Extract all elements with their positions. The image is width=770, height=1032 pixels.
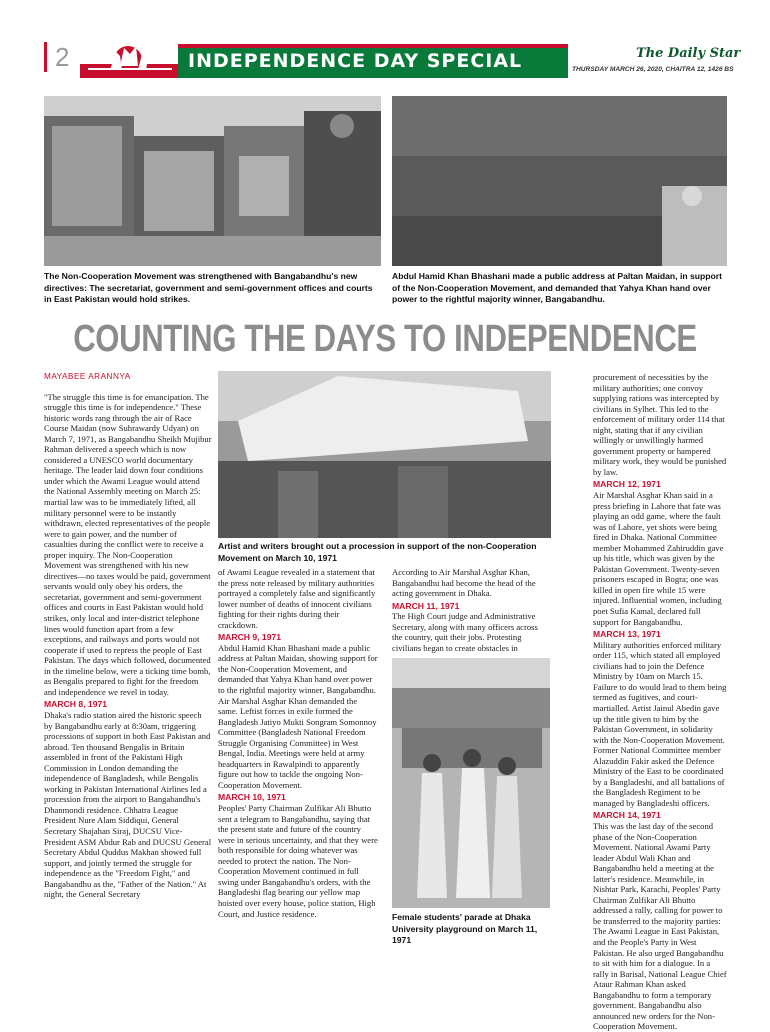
dateline: THURSDAY MARCH 26, 2020, CHAITRA 12, 1426 BS [572,66,734,73]
march-14-text: This was the last day of the second phase of the Non-Cooperation Movement. National Awami Party leader Abdul Wali Khan and Bangabandhu held a meeting at the latter's residence. Meanwhile, in Nishtar Park, Karachi, Peoples' Party Chairman Zulfikar Ali Bhutto addressed a rally, calling for power to be transferred to the majority parties: The Awami League in East Pakistan, and the People's Party in West Pakistan. He also urged Bangabandhu to sit with him for a dialogue. In a rally in Barisal, National League Chief Ataur Rahman Khan asked Bangabandhu to form a temporary government. Bangabandhu also announced new orders for the Non-Cooperation Movement. [593,820,727,1032]
intro-text: "The struggle this time is for emancipation. The struggle this time is for independence." These historic words rang through the air of Race Course Maidan (now Suhrawardy Udyan) on March 7, 1971, as Bangabandhu Sheikh Mujibur Rahman delivered a speech which is now considered a UNESCO world documentary heritage. The leader laid down four conditions under which the Awami League would attend the National Assembly meeting on March 25: martial law was to be immediately lifted, all military personnel were to be instantly withdrawn, elected representatives of the people were to gain power, and the number of casualties during the conflict were to receive a proper inquiry. The Non-Cooperation Movement was strengthened with his new directives—no taxes would be paid, government servants would only obey his orders, the secretariat, government and semi-government offices and courts in East Pakistan would hold strikes, only local and inter-district telephone lines would function apart from a few exceptions, and railways and ports would not cooperate if used to repress the people of East Pakistan. The days which followed, documented in the timeline below, were a ticking time bomb, as Bengalis prepared to fight for the freedom and independence we revel in today. [44,391,212,697]
date-heading-march-14: MARCH 14, 1971 [593,810,661,821]
article-headline: COUNTING THE DAYS TO INDEPENDENCE [73,318,697,360]
caption-bottom: Female students' parade at Dhaka University playground on March 11, 1971 [392,912,538,945]
column-3 [392,567,550,657]
photo-artists-procession [218,371,551,538]
section-title: INDEPENDENCE DAY SPECIAL [188,50,523,72]
independence-logo [80,40,180,78]
masthead-logo: The Daily Star [636,46,741,61]
date-heading-march-11: MARCH 11, 1971 [392,600,460,611]
photo-female-students-parade [392,658,550,908]
march-10-text: Peoples' Party Chairman Zulfikar Ali Bhutto sent a telegram to Bangabandhu, saying that the present state and future of the country were in serious uncertainty, and that they were both responsible for doing whatever was needed to protect the nation. The Non-Cooperation Movement continued in full swing under Bangabandhu's orders, with the Bangladeshi flag bearing our yellow map hoisted over every house, police station, High Court, and Justice residence. [218,803,378,919]
caption-middle: Artist and writers brought out a procession in support of the non-Cooperation Movement on March 10, 1971 [218,541,537,563]
date-heading-march-13: MARCH 13, 1971 [593,629,661,640]
caption-top-right: Abdul Hamid Khan Bhashani made a public address at Paltan Maidan, in support of the Non-Cooperation Movement, and demanded that Yahya Khan hand over power to the rightful majority winner, Bangabandhu. [392,271,722,304]
photo-high-court-buildings [44,96,381,266]
date-heading-march-10: MARCH 10, 1971 [218,792,286,803]
photo-paltan-maidan-crowd [392,96,727,266]
date-heading-march-8: MARCH 8, 1971 [44,699,108,710]
section-banner [178,48,568,78]
column-4 [593,372,727,1032]
column-1 [44,372,212,946]
march-12-text: Air Marshal Asghar Khan said in a press briefing in Lahore that fate was playing an odd game, where the fault was of Lahore, yet shots were being fired in Dhaka. National Committee member Mohammed Zahiruddin gave up his title, which was given by the Pakistan Government. Twenty-seven prisoners escaped in Bogra; one was killed in open fire while 15 were injured. Influential women, including poet Sufia Kamal, declared full support for Bangabandhu. [593,490,724,627]
march-9-text: Abdul Hamid Khan Bhashani made a public address at Paltan Maidan, showing support for the Non-Cooperation Movement, and demanded that Yahya Khan hand over power to the rightful majority winner, Bangabandhu. Air Marshal Asghar Khan demanded the same. Leftist forces in exile formed the Bangladesh Jatiyo Mukti Songram Somonnoy Committee (Bangladesh National Freedom Struggle Organising Committee) in West Bengal, India. Meetings were held at army headquarters in Rawalpindi to apparently figure out how to tackle the ongoing Non-Cooperation Movement. [218,642,378,790]
column-3-continuation: According to Air Marshal Asghar Khan, Bangabandhu had become the head of the acting government in Dhaka. [392,567,536,599]
march-13-text: Military authorities enforced military order 115, which stated all employed civilians had to join the Defence Ministry by 10am on March 15. Failure to do would lead to them being termed as fugitives, and court-martialled. Artist Jainul Abedin gave up the title given to him by the Pakistan Government, in solidarity with the Non-Cooperation Movement. Former National Committee member Alazuddin Fakir asked the Defence Ministry of the East to be coordinated by a Bangladeshi, and all battalions of the Bangladesh Regiment to be managed by Bangladeshi officers. [593,639,727,808]
column-2 [218,567,378,947]
column-4-continuation: procurement of necessities by the military authorities; one convoy supplying rations was intercepted by civilians in Sylhet. This led to the enforcement of military order 114 that night, stating that if any civilian willingly or unwillingly harmed government property or hampered military work, they would be punished by law. [593,372,727,477]
caption-top-left: The Non-Cooperation Movement was strengthened with Bangabandhu's new directives: The secretariat, government and semi-government offices and courts in East Pakistan would hold strikes. [44,271,373,304]
march-11-text: The High Court judge and Administrative Secretary, along with many officers across the country, quit their jobs. Protesting civilians began to create obstacles in [392,611,538,653]
byline: MAYABEE ARANNYA [44,372,131,381]
date-heading-march-9: MARCH 9, 1971 [218,632,282,643]
date-heading-march-12: MARCH 12, 1971 [593,479,661,490]
march-8-text: Dhaka's radio station aired the historic speech by Bangabandhu early at 8:30am, triggering processions of support in both East Pakistan and abroad. Ten thousand Bengalis in Britain assembled in front of the Pakistani High Commission in London demanding the independence of Bangladesh, while Bengalis working in Pakistan International Airlines led a procession from the airport to Bangabandhu's Dhanmondi residence. Chhatra League President Nure Alam Siddiqui, General Secretary Shajahan Siraj, DUCSU Vice-President ASM Abdur Rab and DUCSU General Secretary Abdul Quddus Makhan showed full support, and jointly termed the struggle for independence as the "Freedom Fight," and Bangabandhu as the, "Father of the Nation." At night, the General Secretary [44,709,212,900]
page-number: 2 [44,42,69,72]
page-header [0,40,770,78]
column-2-continuation: of Awami League revealed in a statement that the press note released by military authorities portrayed a completely false and significantly lower number of deaths of innocent civilians fighting for their rights during their crackdown. [218,567,376,630]
